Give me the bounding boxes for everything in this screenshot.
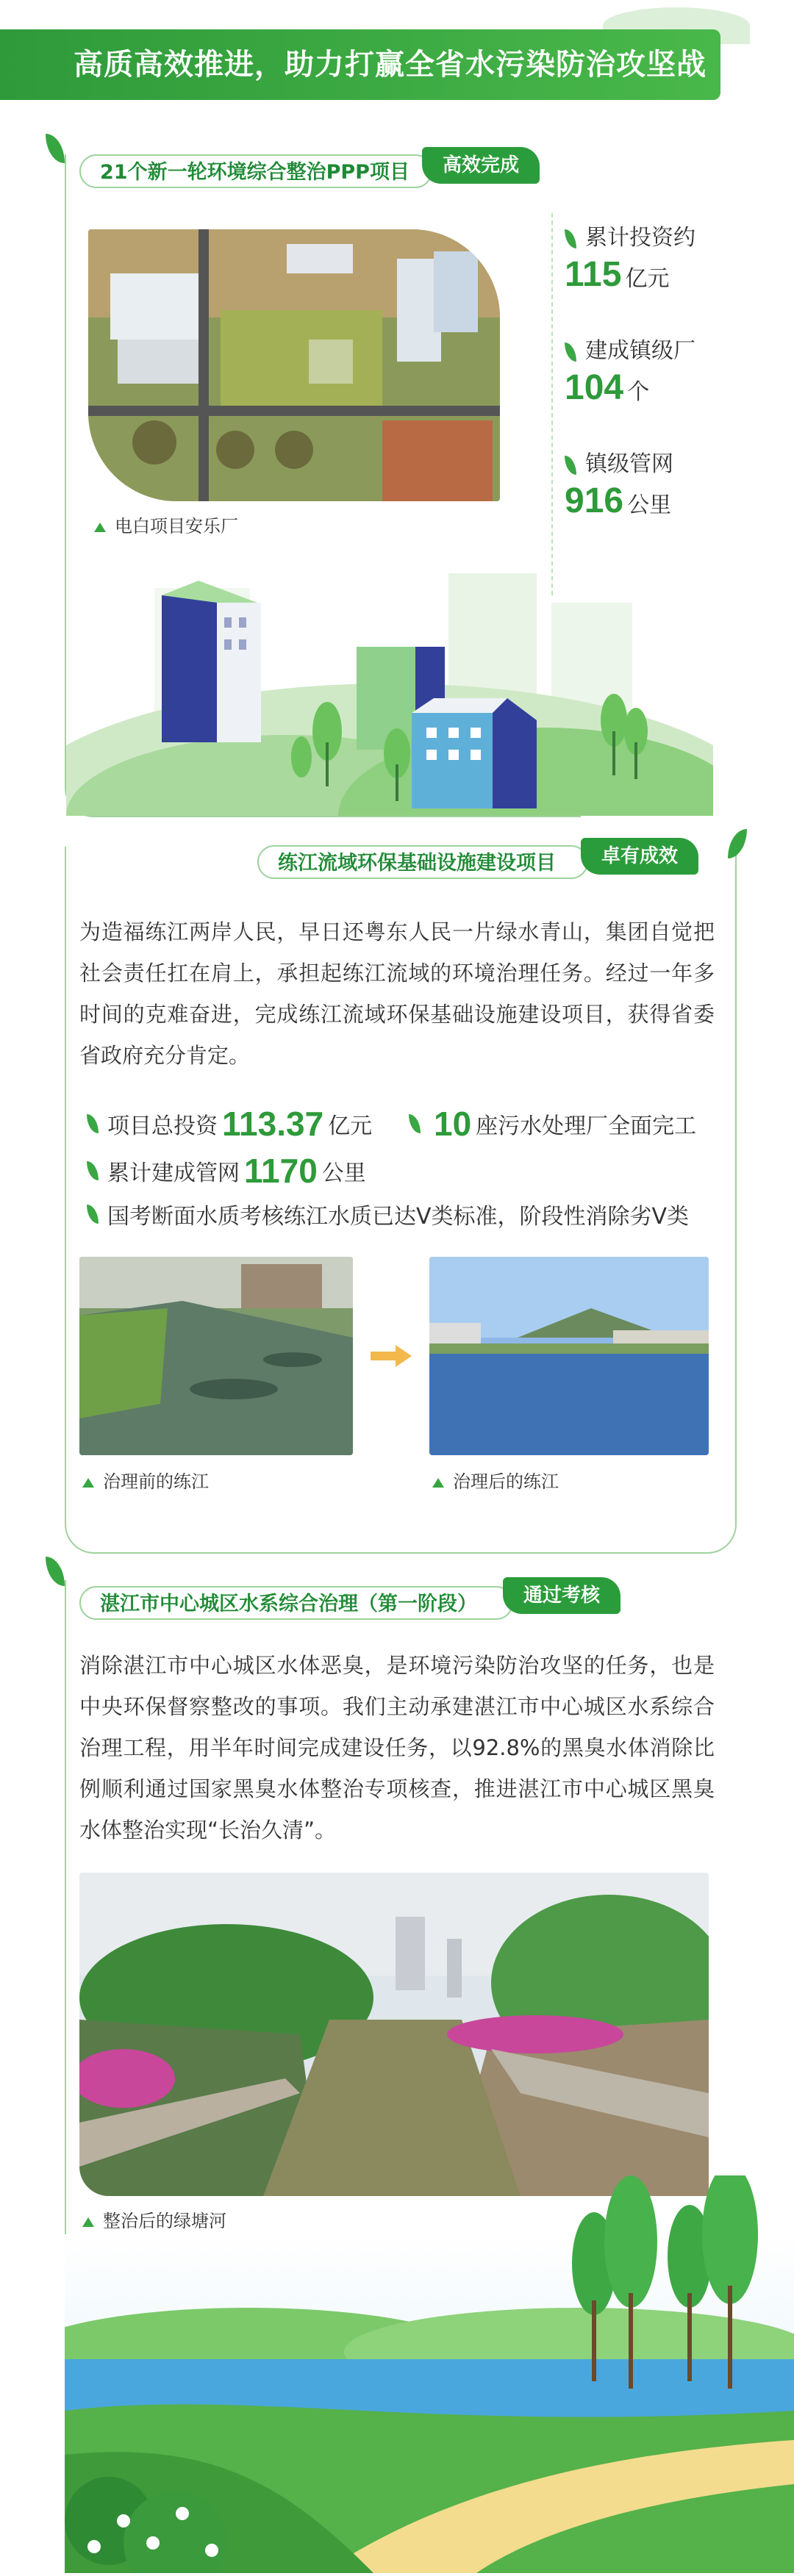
leaf-icon (728, 829, 747, 858)
bullet-water (87, 1198, 689, 1230)
section1-photo-caption (94, 512, 238, 537)
caption-text: 电白项目安乐厂 (115, 516, 238, 537)
bullet-unit: 亿元 (328, 1113, 373, 1139)
triangle-icon (432, 1478, 444, 1488)
section3-title: 湛江市中心城区水系综合治理（第一阶段） (79, 1586, 513, 1620)
caption-after (432, 1467, 559, 1493)
leaf-bullet-icon (409, 1114, 421, 1133)
leaf-icon (46, 134, 65, 163)
bullet-value: 113.37 (222, 1105, 324, 1143)
landscape-illustration (65, 2175, 794, 2573)
section3-paragraph: 消除湛江市中心城区水体恶臭，是环境污染防治攻坚的任务，也是中央环保督察整改的事项。我们主动承建湛江市中心城区水系综合治理工程，用半年时间完成建设任务，以92.8%的黑臭水体消除比例顺利通过国家黑臭水体整治专项核查，推进湛江市中心城区黑臭水体整治实现“长治久清”。 (79, 1653, 715, 1843)
stat-label: 累计投资约 (585, 225, 695, 251)
caption-text: 治理后的练江 (453, 1471, 559, 1492)
aerial-photo (88, 229, 500, 501)
photo-before (79, 1257, 353, 1455)
stat-unit: 亿元 (625, 266, 670, 292)
bullet-plants (409, 1104, 696, 1144)
bullet-unit: 公里 (321, 1160, 366, 1186)
photo-after (429, 1257, 709, 1455)
caption-before (82, 1467, 209, 1493)
bullet-investment (87, 1104, 372, 1144)
bullet-text: 座污水处理厂全面完工 (476, 1113, 697, 1139)
section2-badge: 卓有成效 (581, 838, 698, 875)
caption-text: 治理前的练江 (103, 1471, 209, 1492)
stat-label: 建成镇级厂 (585, 338, 695, 364)
leaf-bullet-icon (87, 1205, 99, 1224)
section1-badge: 高效完成 (422, 147, 540, 184)
bullet-text: 国考断面水质考核练江水质已达V类标准，阶段性消除劣V类 (107, 1204, 690, 1230)
stat-unit: 个 (627, 379, 650, 405)
stats-divider (551, 213, 554, 595)
bullet-value: 10 (434, 1105, 472, 1143)
leaf-bullet-icon (565, 229, 576, 248)
section1-title: 21个新一轮环境综合整治PPP项目 (79, 154, 432, 188)
leaf-icon (46, 1557, 65, 1586)
watermark: 大众印刷 (7, 2553, 60, 2568)
bullet-label: 项目总投资 (107, 1113, 218, 1139)
stat-value: 115 (565, 255, 622, 294)
caption-text: 整治后的绿塘河 (103, 2211, 226, 2231)
leaf-bullet-icon (87, 1114, 99, 1133)
river-photo (79, 1873, 709, 2196)
leaf-bullet-icon (565, 342, 576, 362)
page-title: 高质高效推进，助力打赢全省水污染防治攻坚战 (74, 48, 707, 82)
bullet-pipes (87, 1151, 366, 1191)
section2-title: 练江流域环保基础设施建设项目 (257, 845, 588, 879)
stat-unit: 公里 (627, 492, 672, 518)
stat-plants (565, 332, 695, 408)
leaf-bullet-icon (87, 1161, 99, 1180)
arrow-right-icon (371, 1345, 412, 1367)
triangle-icon (82, 1478, 94, 1488)
section3-badge: 通过考核 (503, 1577, 620, 1614)
stat-pipes (565, 445, 673, 521)
stat-value: 916 (565, 481, 624, 520)
stat-value: 104 (565, 368, 624, 407)
bullet-value: 1170 (244, 1152, 318, 1190)
stat-label: 镇级管网 (585, 451, 673, 477)
leaf-bullet-icon (565, 456, 576, 475)
triangle-icon (94, 523, 106, 532)
city-illustration (66, 573, 713, 816)
bullet-label: 累计建成管网 (107, 1160, 240, 1186)
stat-invest (565, 219, 695, 295)
section2-paragraph: 为造福练江两岸人民，早日还粤东人民一片绿水青山，集团自觉把社会责任扛在肩上，承担起练江流域的环境治理任务。经过一年多时间的克难奋进，完成练江流域环保基础设施建设项目，获得省委省政府充分肯定。 (79, 919, 715, 1068)
